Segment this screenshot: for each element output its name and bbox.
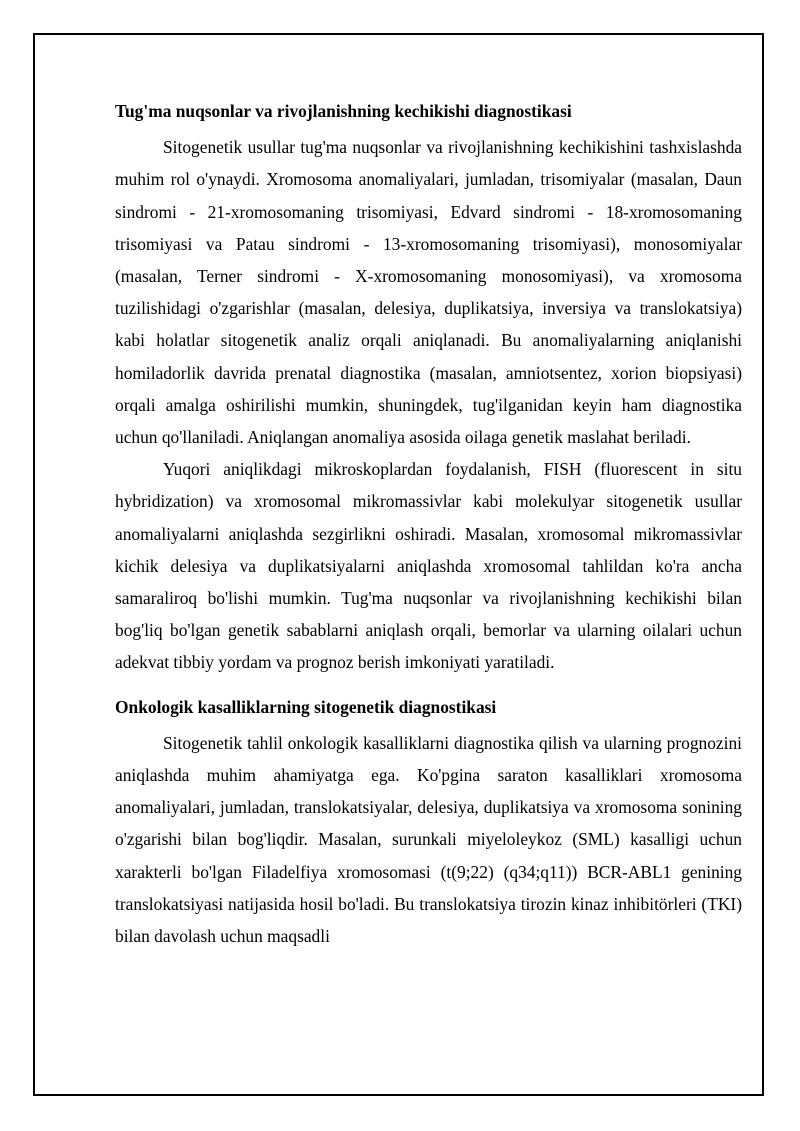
section-heading-congenital: Tug'ma nuqsonlar va rivojlanishning kechikishi diagnostikasi (115, 101, 572, 121)
paragraph-congenital-2: Yuqori aniqlikdagi mikroskoplardan foydalanish, FISH (fluorescent in situ hybridization) va xromosomal mikromassivlar kabi molekulyar sitogenetik usullar anomaliyalarni aniqlashda sezgirlikni oshiradi. Masalan, xromosomal mikromassivlar kichik delesiya va duplikatsiyalarni aniqlashda xromosomal tahlildan ko'ra ancha samaraliroq bo'lishi mumkin. Tug'ma nuqsonlar va rivojlanishning kechikishi bilan bog'liq bo'lgan genetik sabablarni aniqlash orqali, bemorlar va ularning oilalari uchun adekvat tibbiy yordam va prognoz berish imkoniyati yaratiladi. (115, 459, 742, 673)
paragraph-oncology-1: Sitogenetik tahlil onkologik kasalliklarni diagnostika qilish va ularning prognozini aniqlashda muhim ahamiyatga ega. Ko'pgina saraton kasalliklari xromosoma anomaliyalari, jumladan, translokatsiyalar, delesiya, duplikatsiya va xromosoma sonining o'zgarishi bilan bog'liqdir. Masalan, surunkali miyeloleykoz (SML) kasalligi uchun xarakterli bo'lgan Filadelfiya xromosomasi (t(9;22) (q34;q11)) BCR-ABL1 genining translokatsiyasi natijasida hosil bo'ladi. Bu translokatsiya tirozin kinaz inhibitörleri (TKI) bilan davolash uchun maqsadli (115, 732, 742, 947)
paragraph-congenital-1: Sitogenetik usullar tug'ma nuqsonlar va rivojlanishning kechikishini tashxislashda muhim rol o'ynaydi. Xromosoma anomaliyalari, jumladan, trisomiyalar (masalan, Daun sindromi - 21-xromosomaning trisomiyasi, Edvard sindromi - 18-xromosomaning trisomiyasi va Patau sindromi - 13-xromosomaning trisomiyasi), monosomiyalar (masalan, Terner sindromi - X-xromosomaning monosomiyasi), va xromosoma tuzilishidagi o'zgarishlar (masalan, delesiya, duplikatsiya, inversiya va translokatsiya) kabi holatlar sitogenetik analiz orqali aniqlanadi. Bu anomaliyalarning aniqlanishi homiladorlik davrida prenatal diagnostika (masalan, amniotsentez, xorion biopsiyasi) orqali amalga oshirilishi mumkin, shuningdek, tug'ilganidan keyin ham diagnostika uchun qo'llaniladi. Aniqlangan anomaliya asosida oilaga genetik maslahat beriladi. (115, 137, 742, 448)
document-body (115, 95, 742, 952)
section-heading-oncology: Onkologik kasalliklarning sitogenetik diagnostikasi (115, 696, 497, 717)
